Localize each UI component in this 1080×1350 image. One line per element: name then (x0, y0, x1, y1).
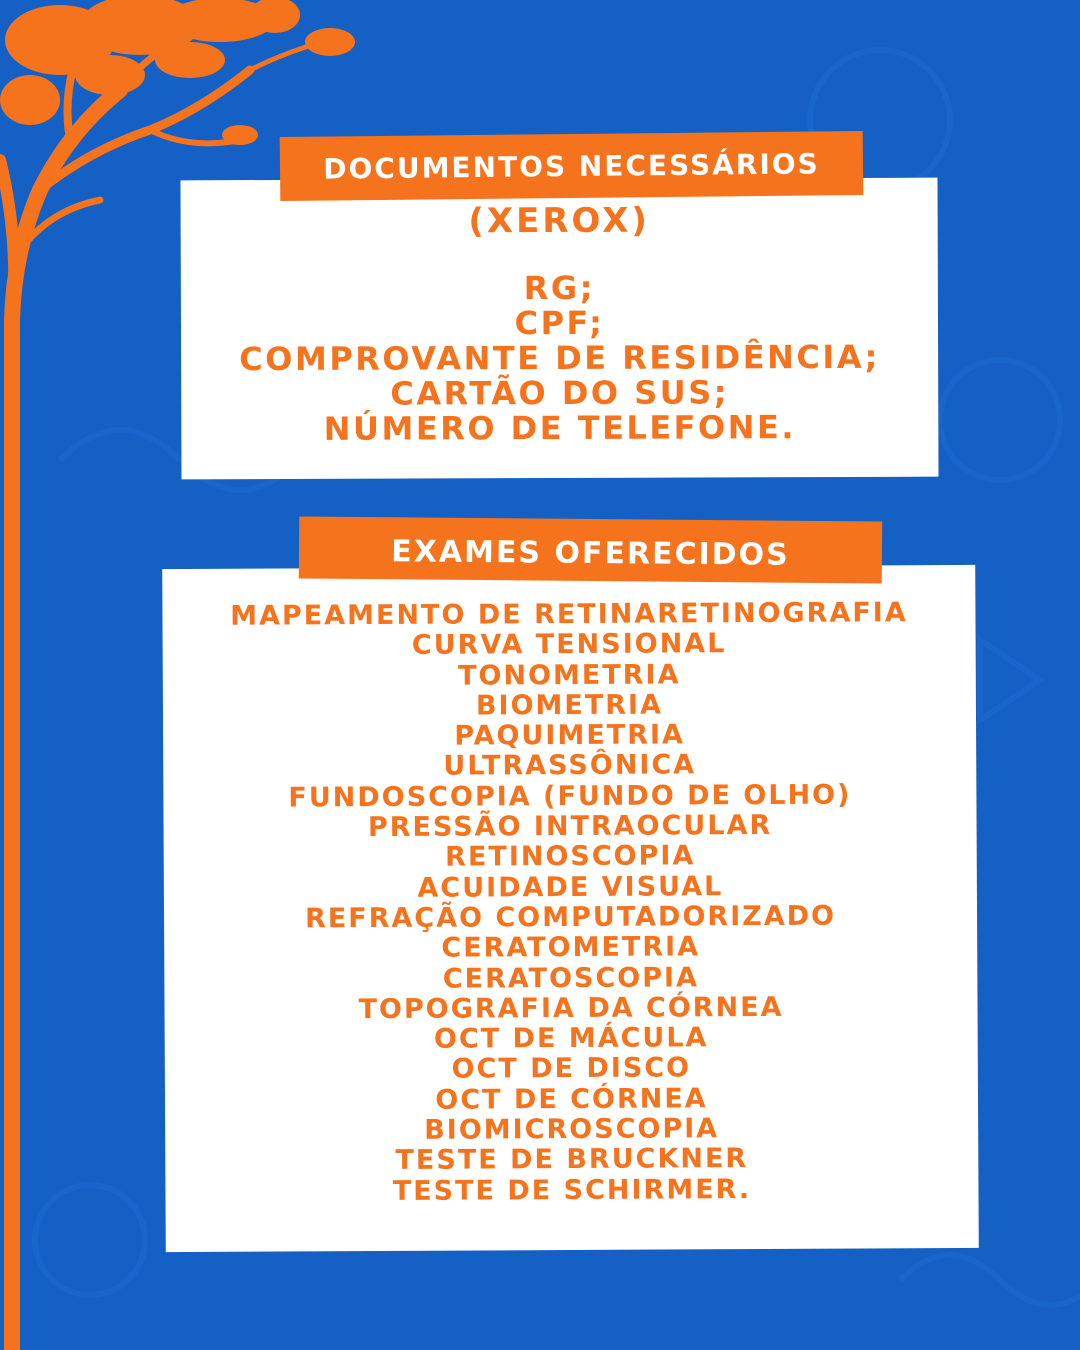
exam-item: BIOMICROSCOPIA (424, 1113, 720, 1146)
exams-heading: EXAMES OFERECIDOS (299, 516, 883, 583)
exam-item: OCT DE MÁCULA (433, 1022, 709, 1055)
documents-heading: DOCUMENTOS NECESSÁRIOS (280, 131, 864, 201)
exam-item: CURVA TENSIONAL (411, 628, 727, 662)
exams-card (162, 565, 979, 1252)
exam-item: PRESSÃO INTRAOCULAR (367, 810, 773, 844)
exam-item: CERATOSCOPIA (442, 961, 700, 995)
exam-item: TESTE DE SCHIRMER. (392, 1173, 752, 1207)
document-item: NÚMERO DE TELEFONE. (323, 408, 797, 448)
exam-item: REFRAÇÃO COMPUTADORIZADO (304, 900, 837, 935)
exam-item: FUNDOSCOPIA (FUNDO DE OLHO) (288, 779, 852, 814)
document-item: CPF; (514, 303, 605, 343)
document-item: CARTÃO DO SUS; (390, 373, 730, 413)
documents-note: (XEROX) (468, 200, 650, 242)
exam-item: BIOMETRIA (475, 689, 664, 722)
exam-item: CERATOMETRIA (441, 931, 701, 964)
exam-item: PAQUIMETRIA (454, 719, 685, 752)
document-item: RG; (523, 268, 596, 308)
exam-item: ULTRASSÔNICA (443, 749, 697, 783)
exam-item: RETINOSCOPIA (445, 840, 696, 874)
documents-card (180, 178, 938, 480)
exam-item: MAPEAMENTO DE RETINARETINOGRAFIA (230, 597, 908, 632)
exam-item: OCT DE CÓRNEA (435, 1083, 708, 1116)
exam-item: OCT DE DISCO (451, 1052, 692, 1086)
document-item: COMPROVANTE DE RESIDÊNCIA; (239, 337, 881, 379)
exam-item: TESTE DE BRUCKNER (395, 1143, 749, 1177)
exams-list (162, 598, 978, 1208)
exam-item: TOPOGRAFIA DA CÓRNEA (358, 991, 784, 1025)
exam-item: TONOMETRIA (457, 659, 681, 692)
exam-item: ACUIDADE VISUAL (417, 870, 724, 904)
documents-list (181, 270, 939, 448)
